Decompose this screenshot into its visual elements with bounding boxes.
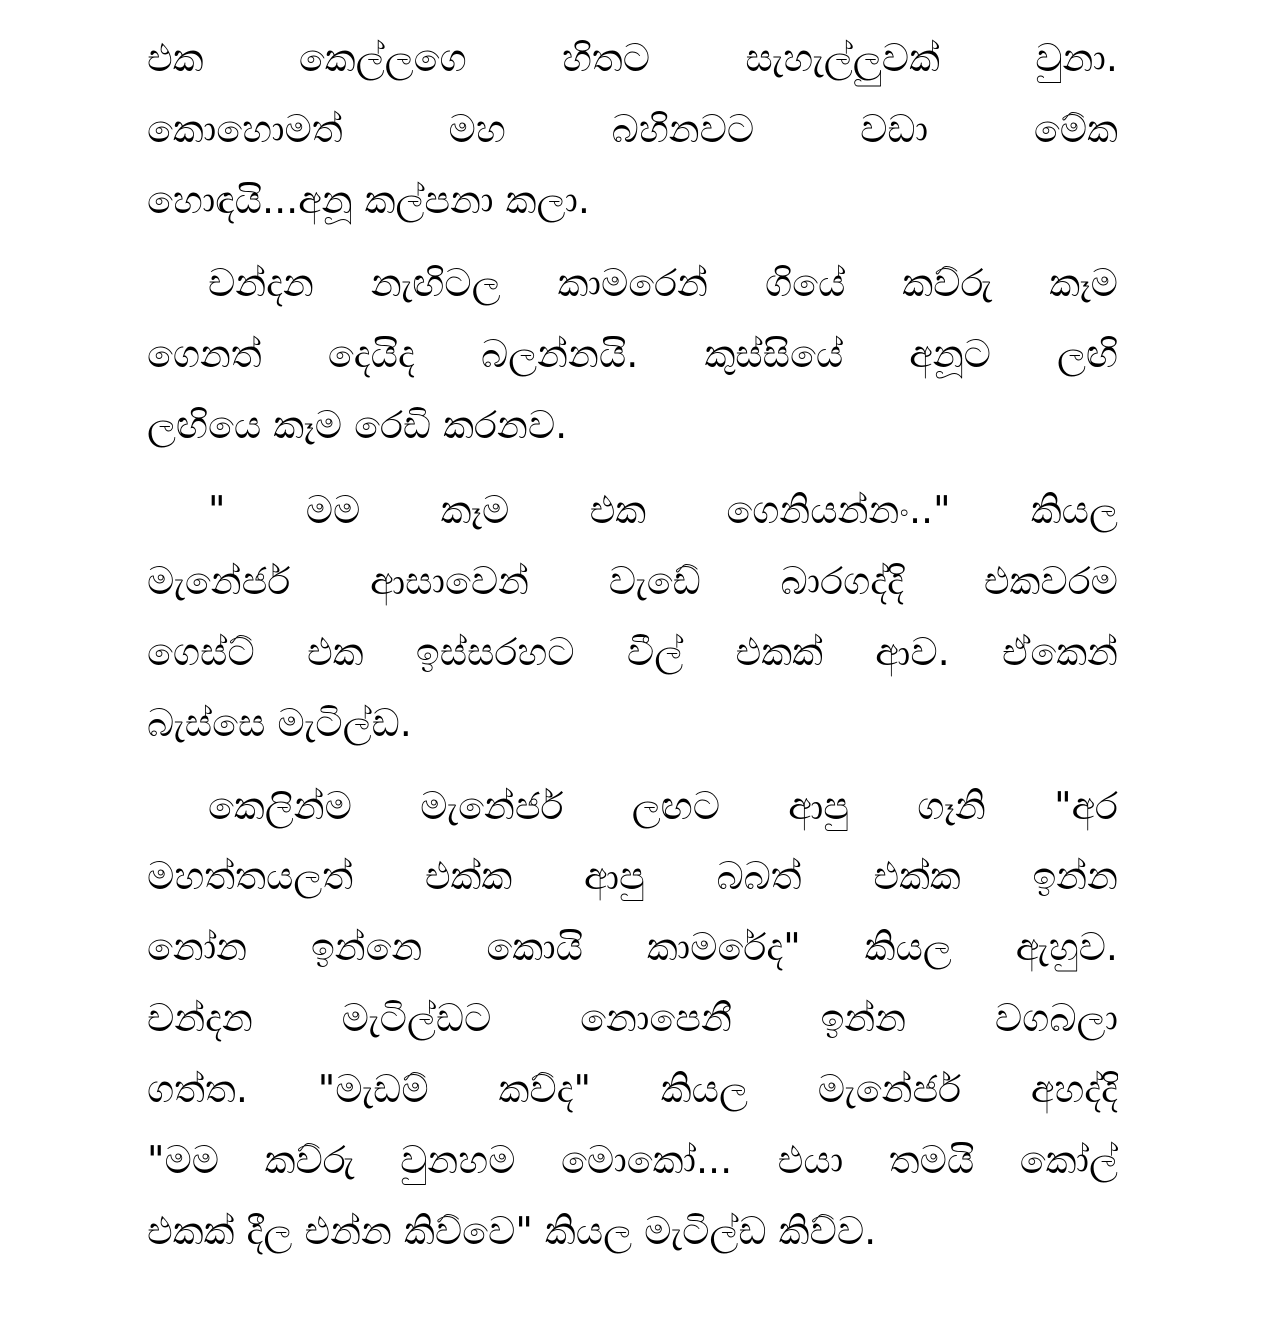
paragraph-2-line-2: ගෙනත් දෙයිද බලන්නයි. කුස්සියේ අනූට ලඟි — [147, 332, 1118, 376]
paragraph-4-line-1: කෙලින්ම මැනේජර් ලඟට ආපු ගෑනි "අර — [208, 784, 1118, 828]
paragraph-2-line-3: ලඟියෙ කෑම රෙඩි කරනව. — [147, 403, 568, 447]
paragraph-3-line-2: මැනේජර් ආසාවෙන් වැඩේ බාරගද්දි එකවරම — [147, 559, 1118, 603]
paragraph-1-line-2: කොහොමත් මහ බහිනවට වඩා මේක — [147, 107, 1118, 151]
paragraph-1-line-3: හොඳයි...අනූ කල්පනා කලා. — [147, 178, 591, 222]
paragraph-4-line-7: එකක් දීල එන්න කිව්වෙ" කියල මැටිල්ඩ කිව්ව. — [147, 1209, 877, 1253]
paragraph-3-line-1: " මම කෑම එක ගෙනියන්නං.." කියල — [208, 488, 1118, 532]
paragraph-4-line-2: මහත්තයලත් එක්ක ආපු බබත් එක්ක ඉන්න — [147, 854, 1118, 898]
paragraph-3-line-3: ගෙස්ට් එක ඉස්සරහට වීල් එකක් ආව. ඒකෙන් — [147, 630, 1118, 674]
paragraph-3-line-4: බැස්සෙ මැටිල්ඩ. — [147, 701, 412, 745]
paragraph-1-line-1: එක කෙල්ලගෙ හිතට සැහැල්ලුවක් වුනා. — [147, 36, 1118, 80]
paragraph-4-line-6: "මම කව්රු වුනහම මොකෝ... එයා තමයි කෝල් — [147, 1138, 1118, 1182]
paragraph-4-line-3: නෝන ඉන්නෙ කොයි කාමරේද" කියල ඇහුව. — [147, 925, 1118, 969]
paragraph-4-line-4: චන්දන මැටිල්ඩට නොපෙනී ඉන්න වගබලා — [147, 996, 1118, 1040]
paragraph-4-line-5: ගත්ත. "මැඩම් කව්ද" කියල මැනේජර් අහද්දි — [147, 1067, 1118, 1111]
paragraph-2-line-1: චන්දන නැඟිටල කාමරෙන් ගියේ කව්රු කෑම — [208, 261, 1118, 305]
